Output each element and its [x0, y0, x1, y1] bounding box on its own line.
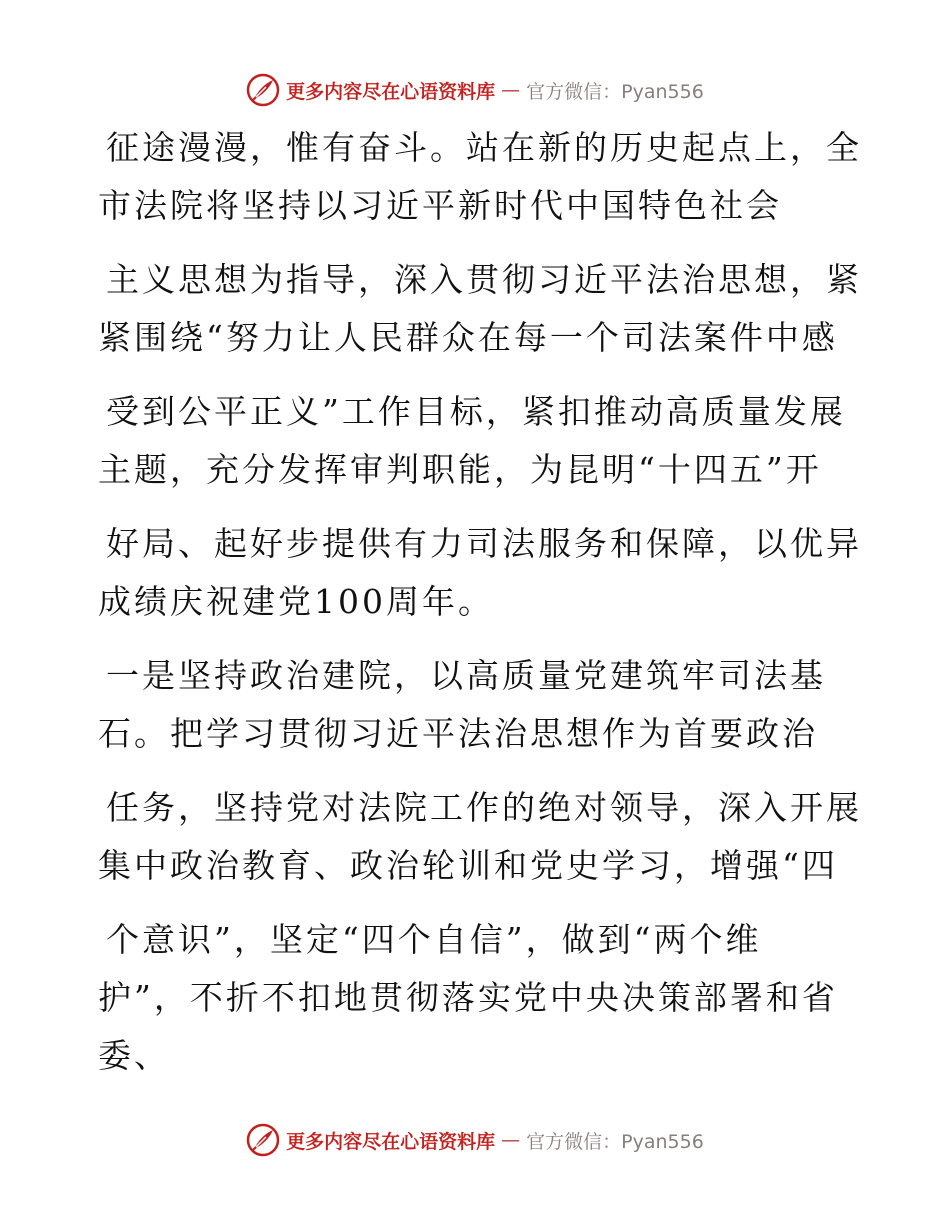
feather-pen-logo-icon — [246, 1123, 280, 1157]
text-line: 集中政治教育、政治轮训和党史学习，增强“四 — [98, 846, 838, 885]
text-line: 紧围绕“努力让人民群众在每一个司法案件中感 — [98, 318, 838, 357]
watermark-separator: — — [501, 1129, 521, 1151]
text-line: 受到公平正义”工作目标，紧扣推动高质量发展 — [106, 392, 846, 431]
text-line: 石。把学习贯彻习近平法治思想作为首要政治 — [98, 714, 818, 753]
text-line: 征途漫漫，惟有奋斗。站在新的历史起点上，全 — [106, 128, 862, 167]
feather-pen-logo-icon — [246, 73, 280, 107]
text-line: 市法院将坚持以习近平新时代中国特色社会 — [98, 186, 782, 225]
watermark-separator: — — [501, 79, 521, 101]
text-line: 任务，坚持党对法院工作的绝对领导，深入开展 — [106, 788, 862, 827]
text-line: 主题，充分发挥审判职能，为昆明“十四五”开 — [98, 450, 822, 489]
text-line: 护”，不折不扣地贯彻落实党中央决策部署和省 — [98, 978, 838, 1017]
watermark-wechat-text: 官方微信：Pyan556 — [526, 80, 704, 103]
watermark-wechat-text: 官方微信：Pyan556 — [526, 1130, 704, 1153]
watermark-red-text: 更多内容尽在心语资料库 — [286, 80, 496, 103]
header-watermark — [0, 70, 950, 110]
watermark-red-text: 更多内容尽在心语资料库 — [286, 1130, 496, 1153]
text-line: 个意识”，坚定“四个自信”，做到“两个维 — [106, 920, 762, 959]
text-line: 委、 — [98, 1036, 170, 1075]
text-line: 主义思想为指导，深入贯彻习近平法治思想，紧 — [106, 260, 862, 299]
footer-watermark — [0, 1120, 950, 1160]
text-line: 好局、起好步提供有力司法服务和保障，以优异 — [106, 524, 862, 563]
text-line: 成绩庆祝建党100周年。 — [98, 582, 494, 621]
text-line: 一是坚持政治建院，以高质量党建筑牢司法基 — [106, 656, 826, 695]
